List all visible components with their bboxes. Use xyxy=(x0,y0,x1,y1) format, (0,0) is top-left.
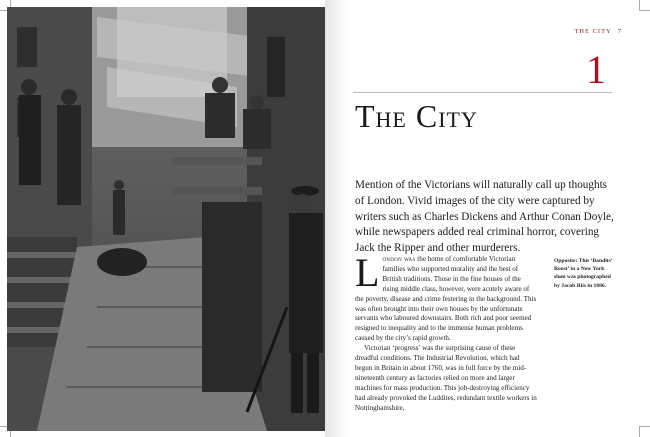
chapter-title: The City xyxy=(355,98,478,134)
bandits-roost-photograph xyxy=(7,7,325,431)
lead-in-small-caps: ondon was xyxy=(382,255,416,263)
body-paragraph-1-text: the home of comfortable Victorian families who supported morality and the best of British traditions. Those in the fine houses of the rising middle class, however, were acutely aware of the poverty, disease and crime festering in the background. This was often brought into their own houses by the unfortunate servants who laboured downstairs. Both rich and poor seemed resigned to inequality and to the immense human problems caused by the city’s rapid growth. xyxy=(355,255,537,343)
running-head-section: THE CITY xyxy=(574,28,612,35)
running-head xyxy=(574,28,622,35)
crop-mark-top-right xyxy=(639,0,650,11)
body-paragraph-2: Victorian ‘progress’ was the surprising cause of these dreadful conditions. The Industrial Revolution, which had begun in Britain in about 1760, was in full force by the mid-nineteenth century as factories relied on more and larger machines for mass production. This job-destroying efficiency had already provoked the Luddites, redundant textile workers in Nottinghamshire, xyxy=(355,344,537,412)
photo-caption: Opposite: This ‘Bandits’ Roost’ in a New York slum was photographed by Jacob Riis in 1886. xyxy=(554,258,613,289)
crop-mark-bottom-right xyxy=(639,426,650,437)
drop-cap: L xyxy=(355,250,380,295)
page-number: 7 xyxy=(617,28,622,35)
chapter-rule xyxy=(353,92,612,93)
chapter-number: 1 xyxy=(586,47,606,92)
chapter-intro: Mention of the Victorians will naturally call up thoughts of London. Vivid images of the city were captured by writers such as Charles Dickens and Arthur Conan Doyle, while newspapers added real criminal horror, covering Jack the Ripper and other murderers. xyxy=(355,179,614,255)
photograph-illustration xyxy=(7,7,325,431)
body-paragraph-1 xyxy=(355,250,537,344)
body-text xyxy=(355,250,537,414)
page-gutter-shadow xyxy=(325,0,349,437)
